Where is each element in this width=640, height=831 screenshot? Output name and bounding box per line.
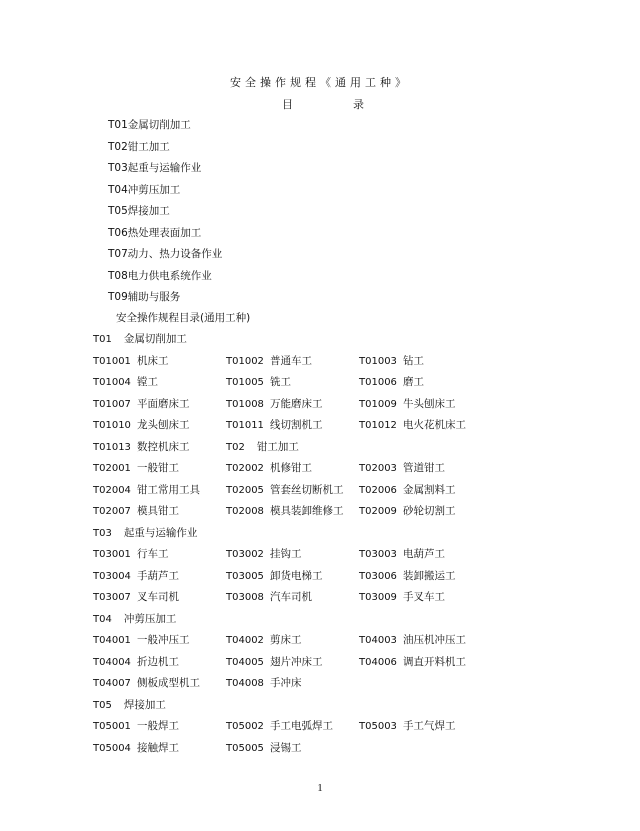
job-code: T03002	[226, 549, 264, 560]
section-name: 冲剪压加工	[123, 612, 177, 625]
job-row	[93, 655, 573, 677]
job-entry[interactable]	[226, 354, 312, 369]
job-code: T04001	[93, 635, 131, 646]
toc-item[interactable]: T01金属切削加工	[108, 119, 191, 131]
job-name: 机修钳工	[270, 462, 312, 474]
job-name: 机床工	[137, 354, 169, 367]
job-entry[interactable]	[359, 418, 466, 433]
job-name: 模具钳工	[137, 505, 179, 517]
job-entry[interactable]	[359, 547, 445, 562]
section-code: T05	[93, 699, 112, 711]
job-name: 金属割料工	[403, 483, 456, 496]
job-code: T04002	[226, 635, 264, 646]
job-row	[93, 483, 573, 505]
job-name: 牛头刨床工	[403, 397, 456, 410]
job-entry[interactable]	[93, 655, 179, 670]
toc-item[interactable]: T05焊接加工	[108, 205, 170, 217]
catalog-subtitle: 安全操作规程目录(通用工种)	[116, 312, 251, 324]
job-entry[interactable]	[359, 655, 466, 670]
job-entry[interactable]	[359, 483, 456, 498]
job-name: 调直开料机工	[403, 655, 466, 668]
job-row	[93, 461, 573, 483]
section-heading-row	[93, 332, 573, 354]
job-name: 叉车司机	[137, 591, 179, 603]
job-name: 钻工	[403, 354, 424, 367]
job-row	[93, 569, 573, 591]
section-heading-row	[93, 612, 573, 634]
job-entry[interactable]	[359, 354, 424, 369]
job-code: T02006	[359, 484, 397, 496]
job-code: T01002	[226, 355, 264, 367]
job-code: T05003	[359, 721, 397, 732]
job-code: T02001	[93, 463, 131, 474]
job-code: T02007	[93, 506, 131, 517]
job-code: T03003	[359, 549, 397, 560]
job-entry[interactable]	[226, 741, 302, 756]
job-entry[interactable]	[93, 461, 179, 476]
job-code: T02002	[226, 463, 264, 474]
job-code: T02003	[359, 463, 397, 474]
job-name: 手冲床	[270, 677, 302, 689]
job-name: 钳工常用工具	[137, 483, 200, 496]
job-code: T03001	[93, 549, 131, 560]
job-name: 翅片冲床工	[270, 655, 323, 668]
job-row	[93, 741, 573, 763]
toc-item[interactable]: T03起重与运输作业	[108, 162, 202, 174]
job-entry[interactable]	[93, 418, 190, 433]
job-row	[93, 590, 573, 612]
job-entry[interactable]	[359, 504, 456, 519]
job-name: 手工电弧焊工	[270, 720, 333, 732]
job-entry[interactable]	[93, 354, 169, 369]
toc-item[interactable]: T09辅助与服务	[108, 291, 181, 303]
job-entry[interactable]	[226, 375, 291, 390]
job-code: T01012	[359, 420, 397, 431]
job-code: T04004	[93, 656, 131, 668]
job-name: 平面磨床工	[137, 397, 190, 410]
job-entry[interactable]	[359, 569, 456, 584]
job-row	[93, 547, 573, 569]
job-entry[interactable]	[93, 483, 200, 498]
job-name: 一般冲压工	[137, 634, 190, 646]
job-entry[interactable]	[359, 461, 445, 476]
job-entry[interactable]	[359, 633, 466, 648]
job-entry[interactable]	[226, 397, 323, 412]
job-name: 铣工	[270, 376, 291, 388]
job-name: 手工气焊工	[403, 720, 456, 732]
job-code: T04006	[359, 656, 397, 668]
toc-item[interactable]: T04冲剪压加工	[108, 183, 181, 196]
job-code: T02005	[226, 484, 264, 496]
job-entry[interactable]	[93, 440, 190, 455]
job-name: 折边机工	[137, 655, 179, 668]
document-title: 安全操作规程《通用工种》	[230, 76, 410, 89]
section-heading	[93, 612, 176, 627]
job-row	[93, 375, 573, 397]
job-name: 砂轮切割工	[403, 505, 456, 517]
job-name: 管套丝切断机工	[270, 483, 344, 496]
job-code: T02008	[226, 506, 264, 517]
job-entry[interactable]	[93, 504, 179, 519]
job-code: T02004	[93, 484, 131, 496]
job-code: T01007	[93, 398, 131, 410]
job-name: 电葫芦工	[403, 548, 445, 560]
job-entry[interactable]	[93, 547, 169, 562]
job-row	[93, 633, 573, 655]
job-code: T03008	[226, 592, 264, 603]
job-name: 数控机床工	[137, 440, 190, 453]
job-name: 行车工	[137, 548, 169, 560]
job-name: 侧板成型机工	[137, 677, 200, 689]
job-entry[interactable]	[93, 397, 190, 412]
job-entry[interactable]	[226, 461, 312, 476]
contents-heading-right: 录	[353, 98, 364, 111]
job-row	[93, 354, 573, 376]
section-name: 钳工加工	[256, 440, 299, 453]
job-name: 油压机冲压工	[403, 634, 466, 646]
job-entry[interactable]	[93, 633, 190, 648]
job-name: 装卸搬运工	[403, 569, 456, 582]
job-entry[interactable]	[93, 590, 179, 605]
job-name: 电火花机床工	[403, 419, 466, 431]
toc-item[interactable]: T07动力、热力设备作业	[108, 248, 223, 260]
job-code: T05005	[226, 742, 264, 754]
job-entry[interactable]	[93, 676, 200, 691]
job-name: 手叉车工	[403, 591, 445, 603]
job-code: T03009	[359, 592, 397, 603]
toc-list	[108, 118, 222, 312]
page-number: 1	[317, 782, 323, 794]
job-row	[93, 676, 573, 698]
section-heading	[226, 440, 299, 455]
job-code: T01010	[93, 420, 131, 431]
job-code: T03006	[359, 570, 397, 582]
job-code: T01003	[359, 355, 397, 367]
job-name: 磨工	[403, 376, 424, 388]
job-code: T04008	[226, 678, 264, 689]
job-name: 接触焊工	[137, 741, 179, 754]
toc-item[interactable]: T02钳工加工	[108, 140, 170, 153]
section-heading	[93, 332, 187, 347]
job-code: T05001	[93, 721, 131, 732]
section-heading	[93, 698, 166, 713]
job-entry[interactable]	[93, 569, 179, 584]
job-code: T05002	[226, 721, 264, 732]
job-code: T03007	[93, 592, 131, 603]
job-code: T03005	[226, 570, 264, 582]
job-row	[93, 504, 573, 526]
job-name: 万能磨床工	[270, 397, 323, 410]
job-code: T01004	[93, 377, 131, 388]
job-entry[interactable]	[93, 375, 158, 390]
section-heading-row	[93, 526, 573, 548]
job-code: T01006	[359, 377, 397, 388]
job-catalog-grid	[93, 332, 573, 762]
section-heading	[93, 526, 197, 541]
job-entry[interactable]	[226, 483, 344, 498]
job-name: 剪床工	[270, 634, 302, 646]
section-code: T04	[93, 613, 112, 625]
job-entry[interactable]	[226, 719, 333, 734]
section-name: 起重与运输作业	[123, 526, 198, 539]
section-heading-row	[93, 698, 573, 720]
job-name: 挂钩工	[270, 548, 302, 560]
job-code: T04007	[93, 678, 131, 689]
job-code: T01009	[359, 398, 397, 410]
section-name: 焊接加工	[123, 698, 166, 711]
job-entry[interactable]	[359, 397, 456, 412]
job-code: T02009	[359, 506, 397, 517]
job-row	[93, 440, 573, 462]
job-name: 普通车工	[270, 354, 312, 367]
contents-heading-left: 目	[282, 98, 293, 111]
job-code: T01013	[93, 441, 131, 453]
job-name: 浸锡工	[270, 741, 302, 754]
section-code: T03	[93, 527, 112, 539]
section-name: 金属切削加工	[123, 333, 187, 345]
job-entry[interactable]	[226, 633, 302, 648]
job-row	[93, 397, 573, 419]
section-code: T02	[226, 441, 245, 453]
job-name: 一般钳工	[137, 462, 179, 474]
job-code: T01005	[226, 377, 264, 388]
job-entry[interactable]	[226, 418, 323, 433]
job-code: T05004	[93, 742, 131, 754]
job-name: 线切割机工	[270, 419, 323, 431]
job-code: T04003	[359, 635, 397, 646]
job-entry[interactable]	[359, 375, 424, 390]
job-entry[interactable]	[359, 719, 456, 734]
job-code: T01001	[93, 355, 131, 367]
toc-item[interactable]: T08电力供电系统作业	[108, 269, 212, 282]
job-entry[interactable]	[226, 504, 344, 519]
job-name: 手葫芦工	[137, 569, 179, 582]
job-name: 汽车司机	[270, 591, 312, 603]
job-entry[interactable]	[93, 719, 179, 734]
job-name: 龙头刨床工	[137, 419, 190, 431]
job-entry[interactable]	[226, 547, 302, 562]
job-name: 一般焊工	[137, 720, 179, 732]
job-name: 模具装卸维修工	[270, 505, 344, 517]
job-name: 管道钳工	[403, 462, 445, 474]
job-entry[interactable]	[226, 676, 302, 691]
job-code: T01011	[226, 420, 264, 431]
job-entry[interactable]	[226, 590, 312, 605]
section-code: T01	[93, 334, 112, 345]
job-code: T01008	[226, 398, 264, 410]
job-entry[interactable]	[359, 590, 445, 605]
job-row	[93, 719, 573, 741]
toc-item[interactable]: T06热处理表面加工	[108, 226, 202, 239]
job-entry[interactable]	[226, 569, 323, 584]
job-row	[93, 418, 573, 440]
job-code: T03004	[93, 570, 131, 582]
job-name: 卸货电梯工	[270, 569, 323, 582]
job-code: T04005	[226, 656, 264, 668]
job-name: 镗工	[137, 376, 158, 388]
job-entry[interactable]	[93, 741, 179, 756]
job-entry[interactable]	[226, 655, 323, 670]
